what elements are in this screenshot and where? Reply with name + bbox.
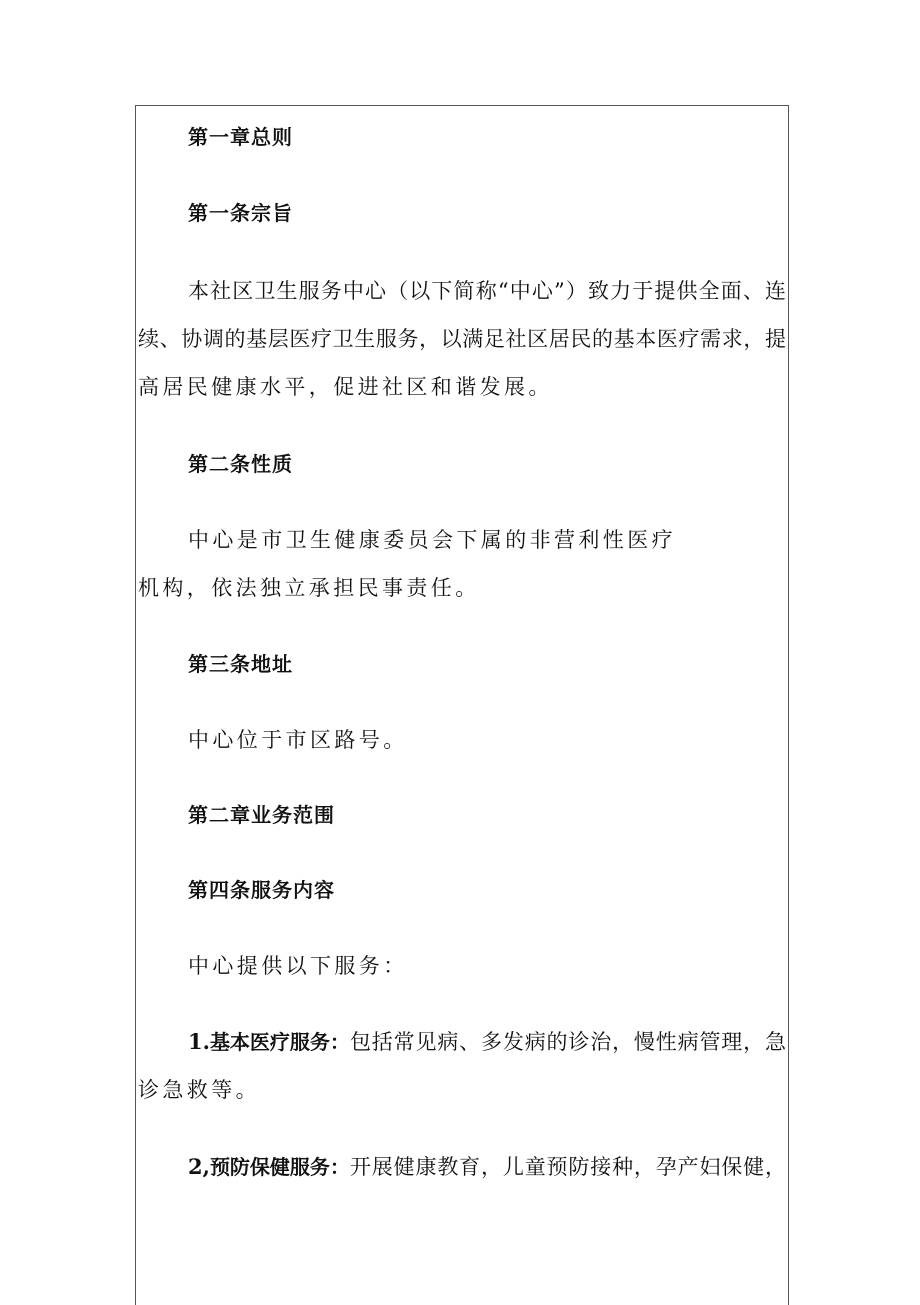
article-3-line-1: 中心位于市区路号。 [188,728,408,752]
article-4-intro: 中心提供以下服务： [188,954,408,978]
article-4-title: 第四条服务内容 [188,878,335,902]
article-1-line-1: 本社区卫生服务中心（以下简称“中心”）致力于提供全面、连 [188,279,786,303]
article-1-line-2: 续、协调的基层医疗卫生服务，以满足社区居民的基本医疗需求，提 [138,327,786,351]
article-2-line-2: 机构，依法独立承担民事责任。 [138,576,480,600]
service-item-1-text: 包括常见病、多发病的诊治，慢性病管理，急 [349,1030,786,1054]
service-item-2-label: 预防保健服务： [209,1155,350,1179]
service-item-2 [188,1155,786,1179]
article-1-title: 第一条宗旨 [188,201,293,225]
service-item-2-text: 开展健康教育，儿童预防接种，孕产妇保健， [349,1155,786,1179]
article-1-line-3: 高居民健康水平，促进社区和谐发展。 [138,375,553,399]
service-item-1-label: 基本医疗服务： [209,1030,350,1054]
service-item-2-number: 2, [188,1154,210,1179]
article-2-line-1: 中心是市卫生健康委员会下属的非营利性医疗 [188,528,676,552]
service-item-1 [188,1030,786,1054]
chapter-1-title: 第一章总则 [188,125,293,149]
article-2-title: 第二条性质 [188,452,293,476]
service-item-1-number: 1. [188,1029,210,1054]
service-item-1-line-2: 诊急救等。 [138,1078,260,1102]
chapter-2-title: 第二章业务范围 [188,803,335,827]
article-3-title: 第三条地址 [188,652,293,676]
